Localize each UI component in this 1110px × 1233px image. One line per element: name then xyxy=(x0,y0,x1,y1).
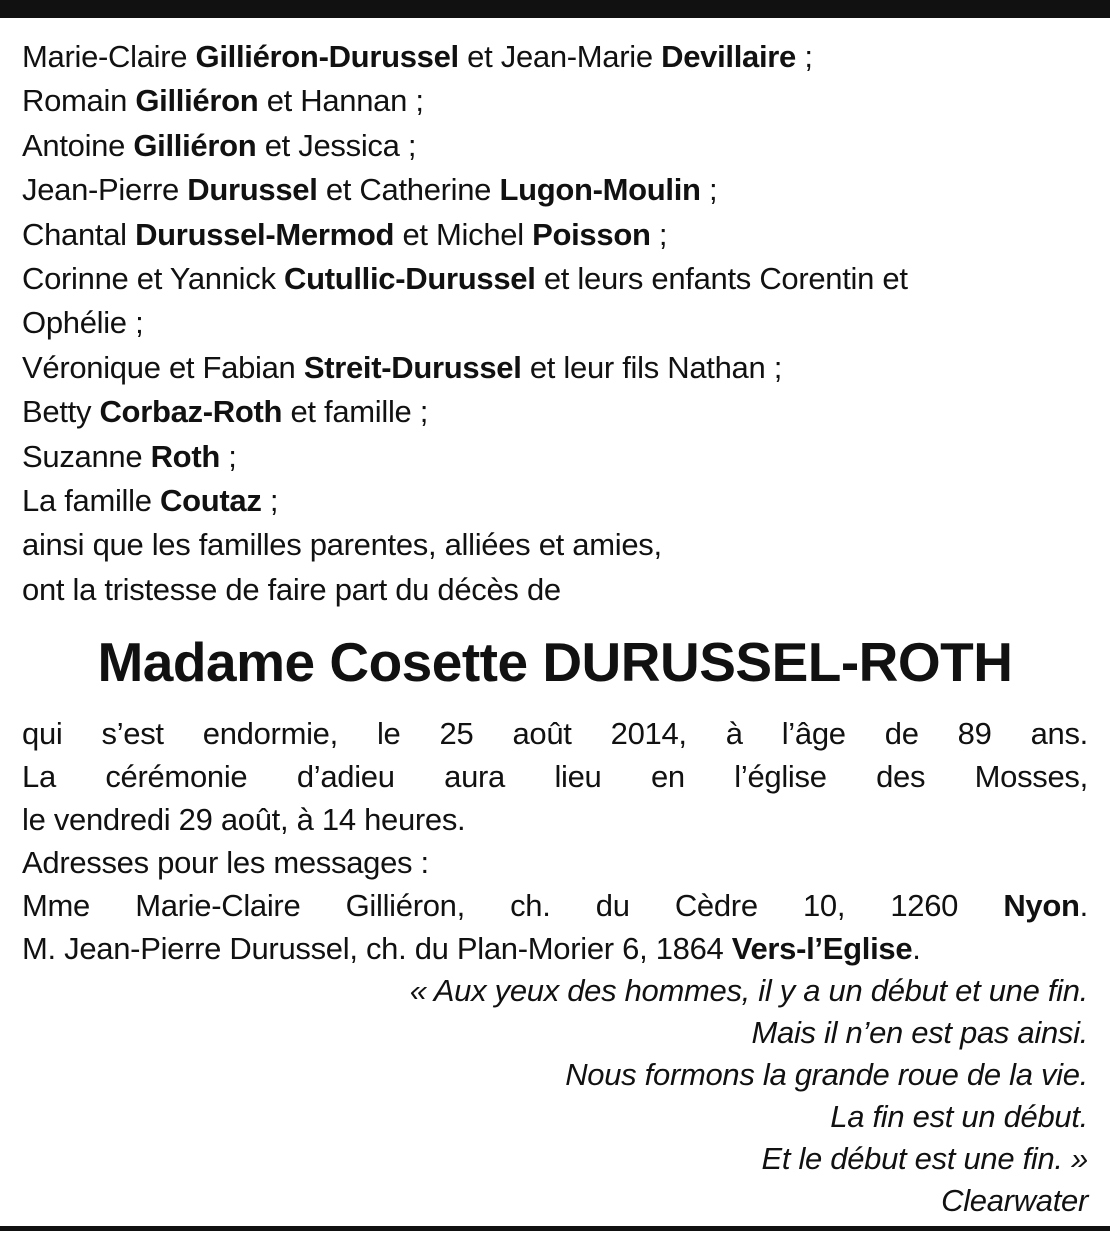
family-text: ainsi que les familles parentes, alliées et amies, xyxy=(22,527,662,563)
word: qui xyxy=(22,716,63,752)
word: s’est xyxy=(101,716,164,752)
family-surname: Lugon-Moulin xyxy=(499,172,701,208)
messages-heading: Adresses pour les messages : xyxy=(22,845,429,881)
word: 89 xyxy=(957,716,992,752)
family-surname: Gilliéron-Durussel xyxy=(195,39,459,74)
family-text: Romain xyxy=(22,83,136,119)
family-surname: Roth xyxy=(150,438,220,474)
family-line xyxy=(22,168,1088,212)
word: l’église xyxy=(734,759,827,795)
word: Marie-Claire xyxy=(135,888,301,924)
family-text: Jean-Pierre xyxy=(22,172,188,208)
quote-line: Nous formons la grande roue de la vie. xyxy=(565,1057,1088,1093)
word: l’âge xyxy=(781,716,846,752)
death-date-line xyxy=(22,712,1088,755)
family-text: et Michel xyxy=(394,216,533,252)
quote-line: La fin est un début. xyxy=(830,1099,1088,1135)
word: août xyxy=(512,716,572,752)
family-line xyxy=(22,301,1088,345)
family-line xyxy=(22,213,1088,257)
ceremony-line xyxy=(22,755,1088,798)
family-line xyxy=(22,35,1088,79)
address-line-1 xyxy=(22,884,1088,927)
family-text: et Hannan ; xyxy=(258,83,424,119)
family-line xyxy=(22,257,1088,301)
family-surname: Streit-Durussel xyxy=(303,349,522,385)
family-text: ; xyxy=(650,216,668,252)
word: endormie, xyxy=(202,716,338,752)
family-text: Corinne et Yannick xyxy=(22,260,284,296)
word: 2014, xyxy=(610,716,687,752)
word: de xyxy=(884,716,919,752)
family-surname: Gilliéron xyxy=(133,127,257,163)
death-notice xyxy=(22,35,1088,1222)
word: 10, xyxy=(802,888,846,924)
word: des xyxy=(876,759,926,795)
family-text: et leur fils Nathan ; xyxy=(521,349,783,385)
family-text: Betty xyxy=(22,394,100,430)
family-text: et Jean-Marie xyxy=(458,39,662,74)
word: 25 xyxy=(439,716,474,752)
family-list xyxy=(22,35,1088,612)
family-text: La famille xyxy=(22,482,160,518)
family-surname: Coutaz xyxy=(160,482,262,518)
family-text: Véronique et Fabian xyxy=(22,349,304,385)
family-text: ; xyxy=(261,482,279,518)
family-text: et famille ; xyxy=(282,394,429,430)
word: du xyxy=(595,888,630,924)
word: à xyxy=(725,716,743,752)
quote-author: Clearwater xyxy=(941,1183,1088,1219)
family-text: et Catherine xyxy=(317,172,500,208)
word: cérémonie xyxy=(105,759,248,795)
word: en xyxy=(650,759,685,795)
family-text: Suzanne xyxy=(22,438,151,474)
family-line xyxy=(22,346,1088,390)
word: le xyxy=(376,716,401,752)
family-line xyxy=(22,479,1088,523)
quote-line: « Aux yeux des hommes, il y a un début et une fin. xyxy=(409,973,1088,1009)
family-surname: Durussel xyxy=(187,172,318,208)
family-surname: Gilliéron xyxy=(135,83,259,119)
word: lieu xyxy=(554,759,602,795)
family-text: Antoine xyxy=(22,127,134,163)
family-surname: Cutullic-Durussel xyxy=(283,260,536,296)
family-text: et leurs enfants Corentin et xyxy=(535,260,908,296)
quote-line: Et le début est une fin. » xyxy=(761,1141,1088,1177)
family-text: ont la tristesse de faire part du décès de xyxy=(22,571,561,607)
deceased-name: Madame Cosette DURUSSEL-ROTH xyxy=(97,631,1013,694)
family-line xyxy=(22,435,1088,479)
family-surname: Poisson xyxy=(532,216,651,252)
family-text: et Jessica ; xyxy=(256,127,417,163)
family-surname: Durussel-Mermod xyxy=(135,216,395,252)
family-surname: Devillaire xyxy=(661,39,796,74)
family-text: Marie-Claire xyxy=(22,39,196,74)
word: ans. xyxy=(1030,716,1088,752)
word: ch. xyxy=(510,888,551,924)
word: Gilliéron, xyxy=(345,888,465,924)
family-text: Chantal xyxy=(22,216,136,252)
word: Mme xyxy=(22,888,90,924)
address-line-2 xyxy=(22,927,1088,970)
family-line xyxy=(22,523,1088,567)
address-2-text: M. Jean-Pierre Durussel, ch. du Plan-Morier 6, 1864 xyxy=(22,931,732,967)
family-line xyxy=(22,568,1088,612)
word: d’adieu xyxy=(296,759,395,795)
word: Cèdre xyxy=(674,888,758,924)
family-surname: Corbaz-Roth xyxy=(99,394,283,430)
address-1-city: Nyon xyxy=(1003,888,1080,924)
family-line xyxy=(22,390,1088,434)
address-2-end: . xyxy=(912,931,921,967)
address-1-end: . xyxy=(1079,888,1088,924)
ceremony-time-line: le vendredi 29 août, à 14 heures. xyxy=(22,802,466,838)
family-text: Ophélie ; xyxy=(22,305,144,341)
word: Mosses, xyxy=(974,759,1088,795)
family-line xyxy=(22,79,1088,123)
address-2-city: Vers-l’Eglise xyxy=(731,931,913,967)
family-text: ; xyxy=(219,438,237,474)
family-text: ; xyxy=(700,172,718,208)
top-border-rule xyxy=(0,0,1110,18)
word: aura xyxy=(444,759,505,795)
quote-line: Mais il n’en est pas ainsi. xyxy=(751,1015,1088,1051)
bottom-border-rule xyxy=(0,1226,1110,1231)
family-line xyxy=(22,124,1088,168)
word: La xyxy=(22,759,56,795)
address-1-city-wrap xyxy=(1003,884,1088,927)
word: 1260 xyxy=(890,888,959,924)
quote-block xyxy=(22,970,1088,1222)
family-text: ; xyxy=(796,39,813,74)
